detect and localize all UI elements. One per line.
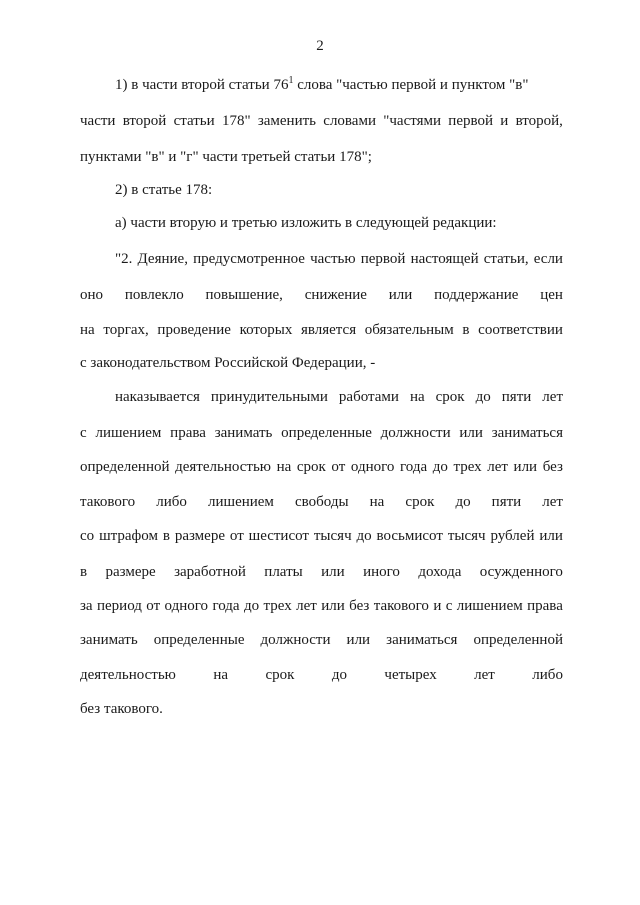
text-line [115, 249, 563, 269]
word: дохода [418, 564, 462, 580]
word: четырех [384, 667, 437, 683]
word: от [229, 528, 244, 544]
text-fragment: слова "частью первой и пунктом "в" [293, 77, 529, 93]
word: лет [474, 667, 495, 683]
word: определенной [473, 632, 563, 648]
word: второй [122, 113, 167, 129]
word: настоящей [410, 251, 479, 267]
word: с [80, 425, 87, 441]
word: заниматься [491, 425, 563, 441]
text-line [80, 285, 563, 305]
word: от [146, 598, 161, 614]
word: первой [360, 251, 406, 267]
word: такового [80, 494, 136, 510]
word: период [96, 598, 142, 614]
word: и [500, 113, 509, 129]
word: заниматься [386, 632, 458, 648]
word: на [213, 667, 229, 683]
word: или [321, 598, 345, 614]
word: обязательным [364, 322, 454, 338]
word: должности [260, 632, 331, 648]
word: повышение, [205, 287, 283, 303]
word: должности [380, 425, 451, 441]
text-line [80, 596, 563, 616]
word: заменить [257, 113, 317, 129]
word: платы [264, 564, 303, 580]
text-line: пунктами "в" и "г" части третьей статьи 178"; [80, 149, 372, 165]
word: до [432, 459, 448, 475]
word: или [346, 632, 371, 648]
word: срок [405, 494, 435, 510]
word: срок [435, 389, 465, 405]
word: до [475, 389, 491, 405]
word: определенной [80, 459, 170, 475]
word: без [349, 598, 370, 614]
word: статьи, [483, 251, 529, 267]
word: или [513, 459, 538, 475]
word: определенные [153, 632, 245, 648]
word: на [80, 322, 95, 338]
word: шестисот [248, 528, 309, 544]
word: части [80, 113, 116, 129]
text-line: с законодательством Российской Федерации, - [80, 355, 376, 371]
page-number: 2 [316, 38, 324, 54]
word: предусмотренное [193, 251, 305, 267]
word: от [331, 459, 346, 475]
text-line: 2) в статье 178: [115, 182, 213, 198]
word: лет [296, 598, 317, 614]
word: за [80, 598, 93, 614]
word: 178" [221, 113, 251, 129]
word: на [276, 459, 292, 475]
word: деятельностью [175, 459, 271, 475]
word: трех [263, 598, 292, 614]
word: соответствии [478, 322, 563, 338]
word: если [533, 251, 563, 267]
word: на [409, 389, 425, 405]
text-line: а) части вторую и третью изложить в следующей редакции: [115, 215, 497, 231]
text-line [80, 630, 563, 650]
word: срок [265, 667, 295, 683]
text-line [80, 562, 563, 582]
word: второй, [515, 113, 563, 129]
word: частью [310, 251, 356, 267]
word: до [455, 494, 471, 510]
word: или [388, 287, 413, 303]
word: штрафом [99, 528, 158, 544]
word: либо [532, 667, 563, 683]
text-line [80, 492, 563, 512]
word: на [369, 494, 385, 510]
superscript: 1 [288, 75, 294, 86]
word: является [300, 322, 357, 338]
word: или [539, 528, 563, 544]
text-line [80, 457, 563, 477]
word: "частями [383, 113, 442, 129]
word: снижение [304, 287, 367, 303]
word: до [243, 598, 260, 614]
word: и [433, 598, 442, 614]
word: повлекло [124, 287, 184, 303]
word: года [399, 459, 428, 475]
word: трех [453, 459, 482, 475]
word: деятельностью [80, 667, 176, 683]
text-line [80, 423, 563, 443]
word: лет [487, 459, 508, 475]
word: "2. [115, 251, 133, 267]
word: Деяние, [137, 251, 188, 267]
text-line [80, 665, 563, 685]
text-line: без такового. [80, 701, 163, 717]
word: до [331, 667, 347, 683]
word: в [462, 322, 470, 338]
word: которых [239, 322, 293, 338]
word: лишением [95, 425, 162, 441]
word: оно [80, 287, 104, 303]
word: права [170, 425, 206, 441]
text-line [80, 111, 563, 131]
word: до [356, 528, 372, 544]
word: без [542, 459, 563, 475]
word: принудительными [210, 389, 328, 405]
word: пяти [501, 389, 532, 405]
word: поддержание [434, 287, 519, 303]
word: со [80, 528, 95, 544]
word: осужденного [479, 564, 563, 580]
word: лишением [208, 494, 274, 510]
word: права [527, 598, 563, 614]
text-fragment: 1) в части второй статьи 76 [115, 77, 289, 93]
word: занимать [214, 425, 273, 441]
word: занимать [80, 632, 138, 648]
word: одного [350, 459, 395, 475]
word: лет [542, 389, 563, 405]
word: свободы [295, 494, 349, 510]
word: или [459, 425, 483, 441]
word: пяти [491, 494, 522, 510]
word: лишением [456, 598, 523, 614]
word: работами [338, 389, 399, 405]
text-line [80, 526, 563, 546]
text-line [80, 320, 563, 340]
word: определенные [281, 425, 372, 441]
word: срок [296, 459, 326, 475]
word: года [212, 598, 240, 614]
word: восьмисот [376, 528, 443, 544]
word: проведение [157, 322, 231, 338]
word: цен [540, 287, 563, 303]
word: или [321, 564, 345, 580]
word: такового [373, 598, 429, 614]
text-line [115, 387, 563, 407]
word: размере [174, 528, 225, 544]
word: в [162, 528, 170, 544]
word: размере [105, 564, 156, 580]
word: первой [448, 113, 493, 129]
word: рублей [490, 528, 535, 544]
word: в [80, 564, 88, 580]
word: лет [542, 494, 563, 510]
word: заработной [174, 564, 246, 580]
word: тысяч [313, 528, 352, 544]
word: словами [323, 113, 376, 129]
word: одного [164, 598, 209, 614]
word: либо [156, 494, 187, 510]
word: иного [363, 564, 400, 580]
word: статьи [173, 113, 215, 129]
word: с [445, 598, 453, 614]
word: торгах, [103, 322, 149, 338]
word: тысяч [447, 528, 486, 544]
word: наказывается [115, 389, 200, 405]
text-line [115, 75, 563, 95]
